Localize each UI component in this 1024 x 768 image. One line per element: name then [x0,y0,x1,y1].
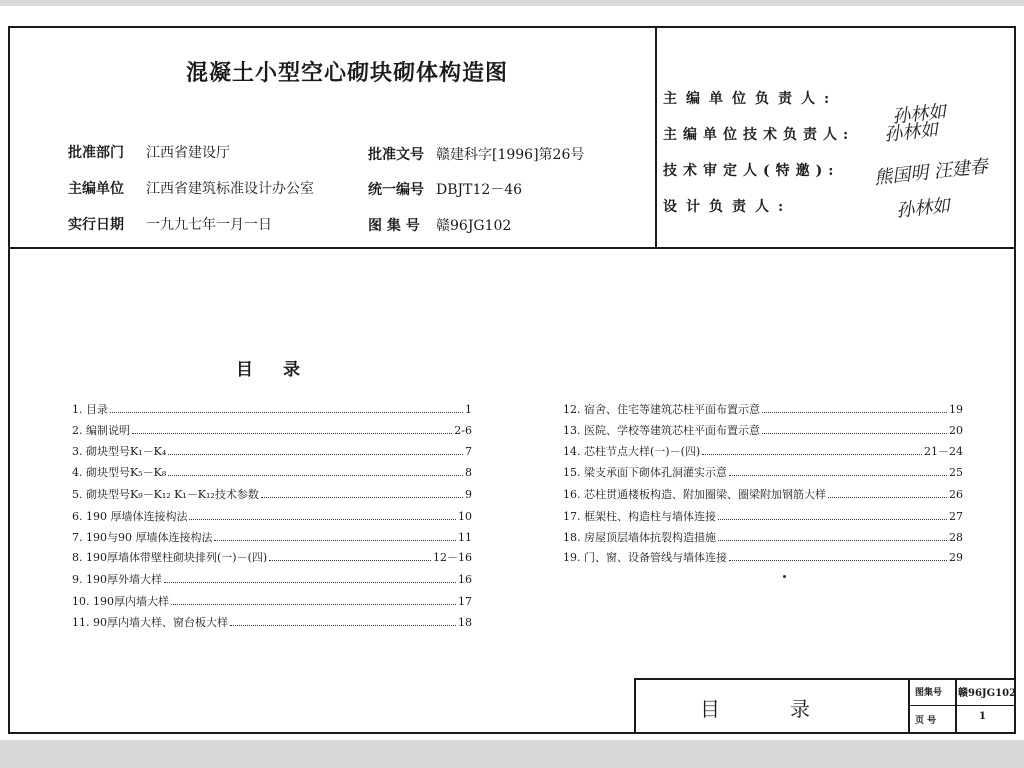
document-title: 混凝土小型空心砌块砌体构造图 [186,60,509,86]
toc-item-page: 25 [949,466,963,479]
toc-item [563,508,963,524]
toc-leader [718,531,947,541]
atlas-no-value: 赣96JG102 [436,218,512,234]
title-block-divider [955,678,957,734]
toc-item-page: 8 [465,466,472,479]
toc-item-title: 12. 宿舍、住宅等建筑芯柱平面布置示意 [563,403,760,416]
toc-item-page: 17 [458,595,472,608]
toc-item [72,486,472,502]
toc-item-page: 20 [949,424,963,437]
toc-item [72,443,472,459]
tech-reviewer-signature: 熊国明 汪建春 [873,156,989,189]
toc-item-title: 4. 砌块型号K₅－K₈ [72,466,167,479]
design-head-label: 设计负责人: [663,199,793,215]
header-divider [655,26,657,248]
effective-date-value: 一九九七年一月一日 [146,217,272,233]
title-block-atlas-label: 图集号 [915,688,943,698]
toc-item-title: 5. 砌块型号K₉－K₁₂ K₁－K₁₂技术参数 [72,488,259,501]
toc-item [563,549,963,565]
effective-date-label: 实行日期 [68,217,124,233]
toc-leader [762,424,947,434]
approval-doc-label: 批准文号 [368,147,424,163]
toc-item-title: 17. 框架柱、构造柱与墙体连接 [563,510,716,523]
toc-leader [189,510,456,520]
tech-reviewer-label: 技术审定人(特邀): [663,163,840,179]
toc-item [72,571,472,587]
toc-item-title: 11. 90厚内墙大样、窗台板大样 [72,616,228,629]
toc-item-page: 11 [458,531,472,544]
toc-item [563,486,963,502]
toc-item [563,443,963,459]
chief-editor-label: 主编单位 [68,181,124,197]
toc-item-title: 18. 房屋顶层墙体抗裂构造措施 [563,531,716,544]
unified-no-label: 统一编号 [368,182,424,198]
approval-dept-value: 江西省建设厅 [146,145,230,161]
toc-item [563,401,963,417]
toc-item-title: 7. 190与90 厚墙体连接构法 [72,531,213,544]
tech-head-label: 主编单位技术负责人: [663,127,855,143]
design-head-signature: 孙林如 [895,195,952,222]
title-block-page-label: 页 号 [915,716,937,726]
header-rule [8,247,1016,249]
toc-item-page: 27 [949,510,963,523]
title-block-atlas-value: 赣96JG102 [958,688,1017,699]
toc-leader [171,595,456,605]
toc-item-title: 15. 梁支承面下砌体孔洞灌实示意 [563,466,727,479]
toc-item-page: 9 [465,488,472,501]
toc-item [72,422,472,438]
toc-leader [729,551,947,561]
stray-dot-mark [783,575,786,578]
chief-unit-head-signature: 孙林如 [891,101,948,128]
toc-item-page: 1 [465,403,472,416]
toc-item-page: 7 [465,445,472,458]
toc-item-title: 8. 190厚墙体带壁柱砌块排列(一)－(四) [72,551,268,564]
toc-item-page: 21－24 [924,445,963,458]
title-block-title: 目录 [700,697,880,721]
toc-leader [762,403,947,413]
chief-unit-head-label: 主编单位负责人: [663,91,839,107]
toc-heading: 目录 [236,360,330,380]
toc-item-page: 16 [458,573,472,586]
title-block-page-value: 1 [979,711,986,722]
toc-item [72,401,472,417]
toc-item-page: 28 [949,531,963,544]
toc-item-title: 6. 190 厚墙体连接构法 [72,510,188,523]
title-block-divider [908,678,910,734]
toc-leader [718,510,947,520]
toc-leader [168,466,463,476]
toc-item-title: 1. 目录 [72,403,108,416]
toc-item [72,508,472,524]
toc-item [72,529,472,545]
toc-item-title: 9. 190厚外墙大样 [72,573,162,586]
toc-item-title: 16. 芯柱贯通楼板构造、附加圈梁、圈梁附加钢筋大样 [563,488,826,501]
toc-leader [828,488,947,498]
toc-leader [168,445,463,455]
page-bottom-rule [0,740,1024,768]
toc-leader [269,551,431,561]
toc-item [563,422,963,438]
atlas-no-label: 图 集 号 [368,218,420,234]
toc-item-title: 2. 编制说明 [72,424,130,437]
approval-doc-value: 赣建科字[1996]第26号 [436,147,585,163]
toc-leader [702,445,922,455]
unified-no-value: DBJT12－46 [436,182,523,198]
toc-item-page: 26 [949,488,963,501]
toc-item [72,614,472,630]
toc-item-title: 3. 砌块型号K₁－K₄ [72,445,167,458]
toc-item-title: 14. 芯柱节点大样(一)－(四) [563,445,701,458]
toc-item [563,529,963,545]
toc-leader [164,573,456,583]
toc-item [72,593,472,609]
toc-leader [132,424,452,434]
page-top-rule [0,0,1024,6]
toc-leader [729,466,947,476]
toc-item [72,464,472,480]
toc-item-title: 13. 医院、学校等建筑芯柱平面布置示意 [563,424,760,437]
toc-item-page: 12－16 [433,551,472,564]
toc-leader [110,403,463,413]
toc-leader [214,531,456,541]
toc-item [72,549,472,565]
toc-item-page: 10 [458,510,472,523]
toc-item-page: 18 [458,616,472,629]
toc-item-page: 2-6 [454,424,472,437]
tech-head-signature: 孙林如 [883,119,940,146]
toc-leader [230,616,456,626]
approval-dept-label: 批准部门 [68,145,124,161]
toc-leader [261,488,463,498]
title-block-rule [908,705,1016,706]
toc-item-title: 19. 门、窗、设备管线与墙体连接 [563,551,727,564]
toc-item [563,464,963,480]
toc-item-page: 29 [949,551,963,564]
toc-item-page: 19 [949,403,963,416]
toc-item-title: 10. 190厚内墙大样 [72,595,169,608]
chief-editor-value: 江西省建筑标准设计办公室 [146,181,314,197]
